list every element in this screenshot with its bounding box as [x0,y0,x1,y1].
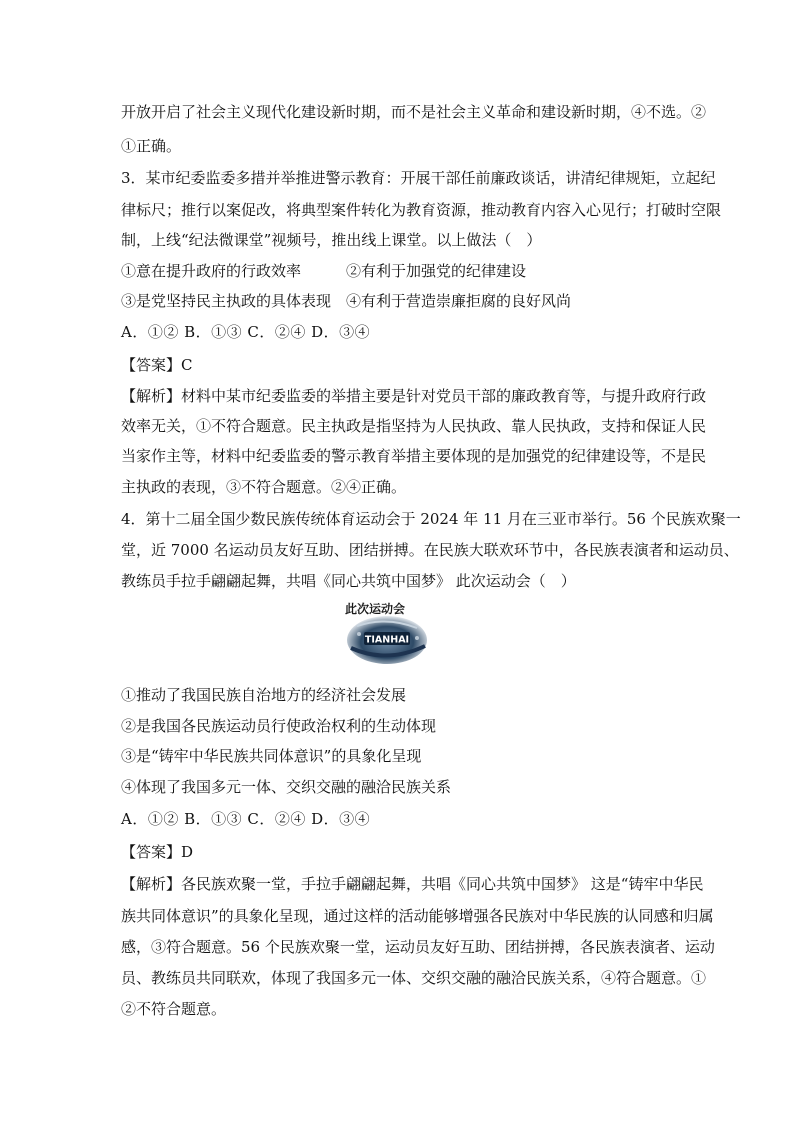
question-4-answer: 【答案】D [121,843,194,861]
question-4-statements: ③是“铸牢中华民族共同体意识”的具象化呈现 [121,747,422,765]
text-line: ①正确。 [121,137,182,155]
question-4-analysis: 族共同体意识”的具象化呈现，通过这样的活动能够增强各民族对中华民族的认同感和归属 [121,907,714,925]
question-3-stem: 3．某市纪委监委多措并举推进警示教育：开展干部任前廉政谈话，讲清纪律规矩，立起纪 [121,169,716,187]
question-3-stem: 律标尺；推行以案促改，将典型案件转化为教育资源，推动教育内容入心见行；打破时空限 [121,201,722,219]
question-3-analysis: 效率无关，①不符合题意。民主执政是指坚持为人民执政、靠人民执政，支持和保证人民 [121,417,707,435]
question-4-stem: 教练员手拉手翩翩起舞，共唱《同心共筑中国梦》 此次运动会（ ） [121,572,576,590]
question-3-answer: 【答案】C [121,356,193,374]
logo-caption: 此次运动会 [345,602,406,616]
sports-meet-logo-image [337,598,437,668]
question-4-statements: ④体现了我国多元一体、交织交融的融洽民族关系 [121,778,452,796]
question-3-analysis: 【解析】材料中某市纪委监委的举措主要是针对党员干部的廉政教育等，与提升政府行政 [121,387,707,405]
question-4-statements: ①推动了我国民族自治地方的经济社会发展 [121,686,407,704]
question-3-stem: 制，上线“纪法微课堂”视频号，推出线上课堂。以上做法（ ） [121,231,542,249]
question-3-analysis: 当家作主等，材料中纪委监委的警示教育举措主要体现的是加强党的纪律建设等，不是民 [121,447,707,465]
question-4-stem: 堂，近 7000 名运动员友好互助、团结拼搏。在民族大联欢环节中，各民族表演者和运动员、 [121,541,739,559]
question-4-analysis: 感，③符合题意。56 个民族欢聚一堂，运动员友好互助、团结拼搏，各民族表演者、运动 [121,938,715,956]
question-4-analysis: 【解析】各民族欢聚一堂，手拉手翩翩起舞，共唱《同心共筑中国梦》 这是“铸牢中华民 [121,875,704,893]
question-3-statements: ③是党坚持民主执政的具体表现 ④有利于营造崇廉拒腐的良好风尚 [121,292,572,310]
question-3-statements: ①意在提升政府的行政效率 ②有利于加强党的纪律建设 [121,262,527,280]
question-4-analysis: ②不符合题意。 [121,1000,227,1018]
text-line: 开放开启了社会主义现代化建设新时期，而不是社会主义革命和建设新时期，④不选。② [121,103,707,121]
question-4-analysis: 员、教练员共同联欢，体现了我国多元一体、交织交融的融洽民族关系，④符合题意。① [121,969,707,987]
question-4-statements: ②是我国各民族运动员行使政治权利的生动体现 [121,717,437,735]
question-4-choices: A．①② B．①③ C．②④ D．③④ [121,810,371,828]
question-3-analysis: 主执政的表现，③不符合题意。②④正确。 [121,478,407,496]
logo-wordmark: TIANHAI [364,634,410,646]
question-4-stem: 4．第十二届全国少数民族传统体育运动会于 2024 年 11 月在三亚市举行。56 个民族欢聚一 [121,510,741,528]
question-3-choices: A．①② B．①③ C．②④ D．③④ [121,323,371,341]
